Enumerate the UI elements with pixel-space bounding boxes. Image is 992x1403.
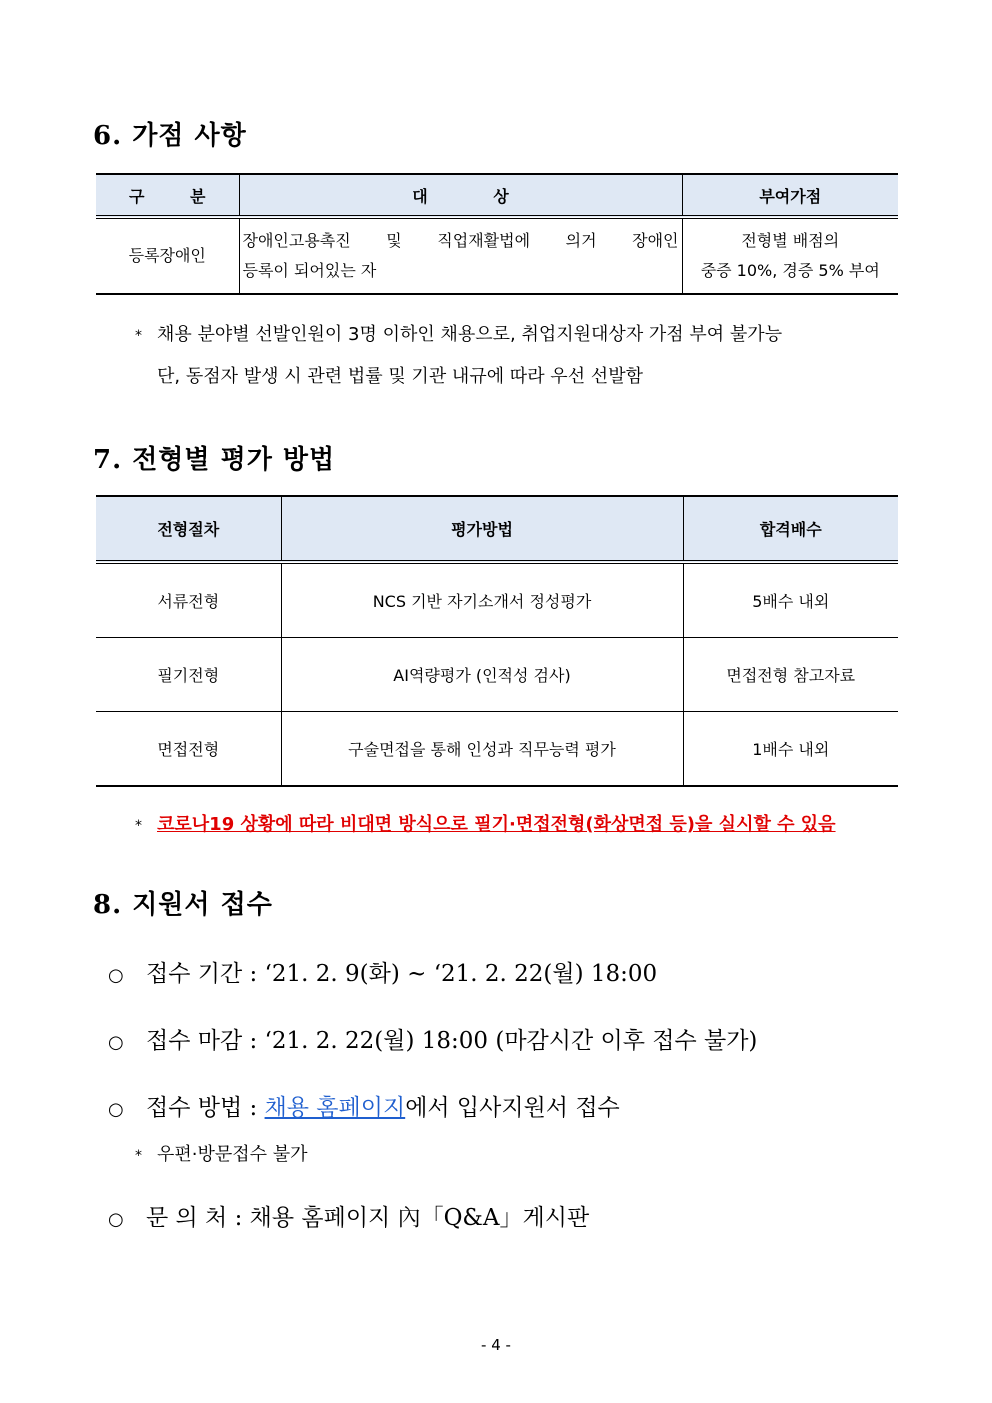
note-text: 채용 분야별 선발인원이 3명 이하인 채용으로, 취업지원대상자 가점 부여 불가능 xyxy=(157,324,783,345)
table-row xyxy=(96,217,898,294)
col-header-points: 부여가점 xyxy=(682,174,898,217)
contact-info xyxy=(108,1199,589,1232)
col-header-method: 평가방법 xyxy=(281,496,683,562)
col-header-multiple: 합격배수 xyxy=(683,496,898,562)
target-line2: 등록이 되어있는 자 xyxy=(242,261,377,280)
method-prefix: 접수 방법 : xyxy=(146,1095,265,1121)
table-row xyxy=(96,562,898,638)
stage-cell: 필기전형 xyxy=(96,638,281,712)
note-marker: * xyxy=(135,1148,142,1164)
table-header-row xyxy=(96,496,898,562)
covid-notice: 코로나19 상황에 따라 비대면 방식으로 필기·면접전형(화상면접 등)을 실시할 수 있음 xyxy=(157,814,836,835)
points-line1: 전형별 배점의 xyxy=(741,231,840,250)
bullet-icon: ○ xyxy=(108,1099,124,1120)
method-cell: NCS 기반 자기소개서 정성평가 xyxy=(281,562,683,638)
bullet-icon: ○ xyxy=(108,965,124,986)
stage-cell: 서류전형 xyxy=(96,562,281,638)
points-line2: 중증 10%, 경증 5% 부여 xyxy=(700,261,880,280)
bullet-icon: ○ xyxy=(108,1209,124,1230)
table-row xyxy=(96,712,898,787)
recruitment-homepage-link[interactable]: 채용 홈페이지 xyxy=(264,1095,406,1121)
section8-heading: 8. 지원서 접수 xyxy=(93,890,273,920)
note-marker: * xyxy=(135,818,142,834)
multiple-cell: 1배수 내외 xyxy=(683,712,898,787)
multiple-cell: 면접전형 참고자료 xyxy=(683,638,898,712)
page-number: - 4 - xyxy=(481,1336,511,1354)
section6-note-line2: 단, 동점자 발생 시 관련 법률 및 기관 내규에 따라 우선 선발함 xyxy=(157,366,643,387)
method-cell: 구술면접을 통해 인성과 직무능력 평가 xyxy=(281,712,683,787)
evaluation-table xyxy=(96,495,898,787)
method-suffix: 에서 입사지원서 접수 xyxy=(405,1095,620,1121)
target-line1: 장애인고용촉진 및 직업재활법에 의거 장애인 xyxy=(242,231,679,250)
table-row xyxy=(96,638,898,712)
col-header-stage: 전형절차 xyxy=(96,496,281,562)
section7-note xyxy=(135,810,836,836)
table-header-row xyxy=(96,174,898,217)
deadline-text: 접수 마감 : ‘21. 2. 22(월) 18:00 (마감시간 이후 접수 불가) xyxy=(146,1028,758,1054)
application-period xyxy=(108,955,657,988)
contact-text: 문 의 처 : 채용 홈페이지 內「Q&A」게시판 xyxy=(146,1205,590,1231)
method-cell: AI역량평가 (인적성 검사) xyxy=(281,638,683,712)
multiple-cell: 5배수 내외 xyxy=(683,562,898,638)
application-deadline xyxy=(108,1022,757,1055)
col-header-category: 구 분 xyxy=(96,174,239,217)
application-method xyxy=(108,1089,620,1122)
col-header-target: 대 상 xyxy=(239,174,682,217)
category-cell: 등록장애인 xyxy=(96,217,239,294)
method-note-text: 우편·방문접수 불가 xyxy=(157,1144,308,1165)
period-text: 접수 기간 : ‘21. 2. 9(화) ~ ‘21. 2. 22(월) 18:00 xyxy=(146,961,658,987)
section7-heading: 7. 전형별 평가 방법 xyxy=(93,445,336,475)
target-cell xyxy=(239,217,682,294)
points-cell xyxy=(682,217,898,294)
stage-cell: 면접전형 xyxy=(96,712,281,787)
method-note xyxy=(135,1140,308,1166)
note-marker: * xyxy=(135,328,142,344)
bonus-points-table xyxy=(96,173,898,295)
section6-heading: 6. 가점 사항 xyxy=(93,121,247,151)
bullet-icon: ○ xyxy=(108,1032,124,1053)
section6-note-line1 xyxy=(135,320,782,346)
